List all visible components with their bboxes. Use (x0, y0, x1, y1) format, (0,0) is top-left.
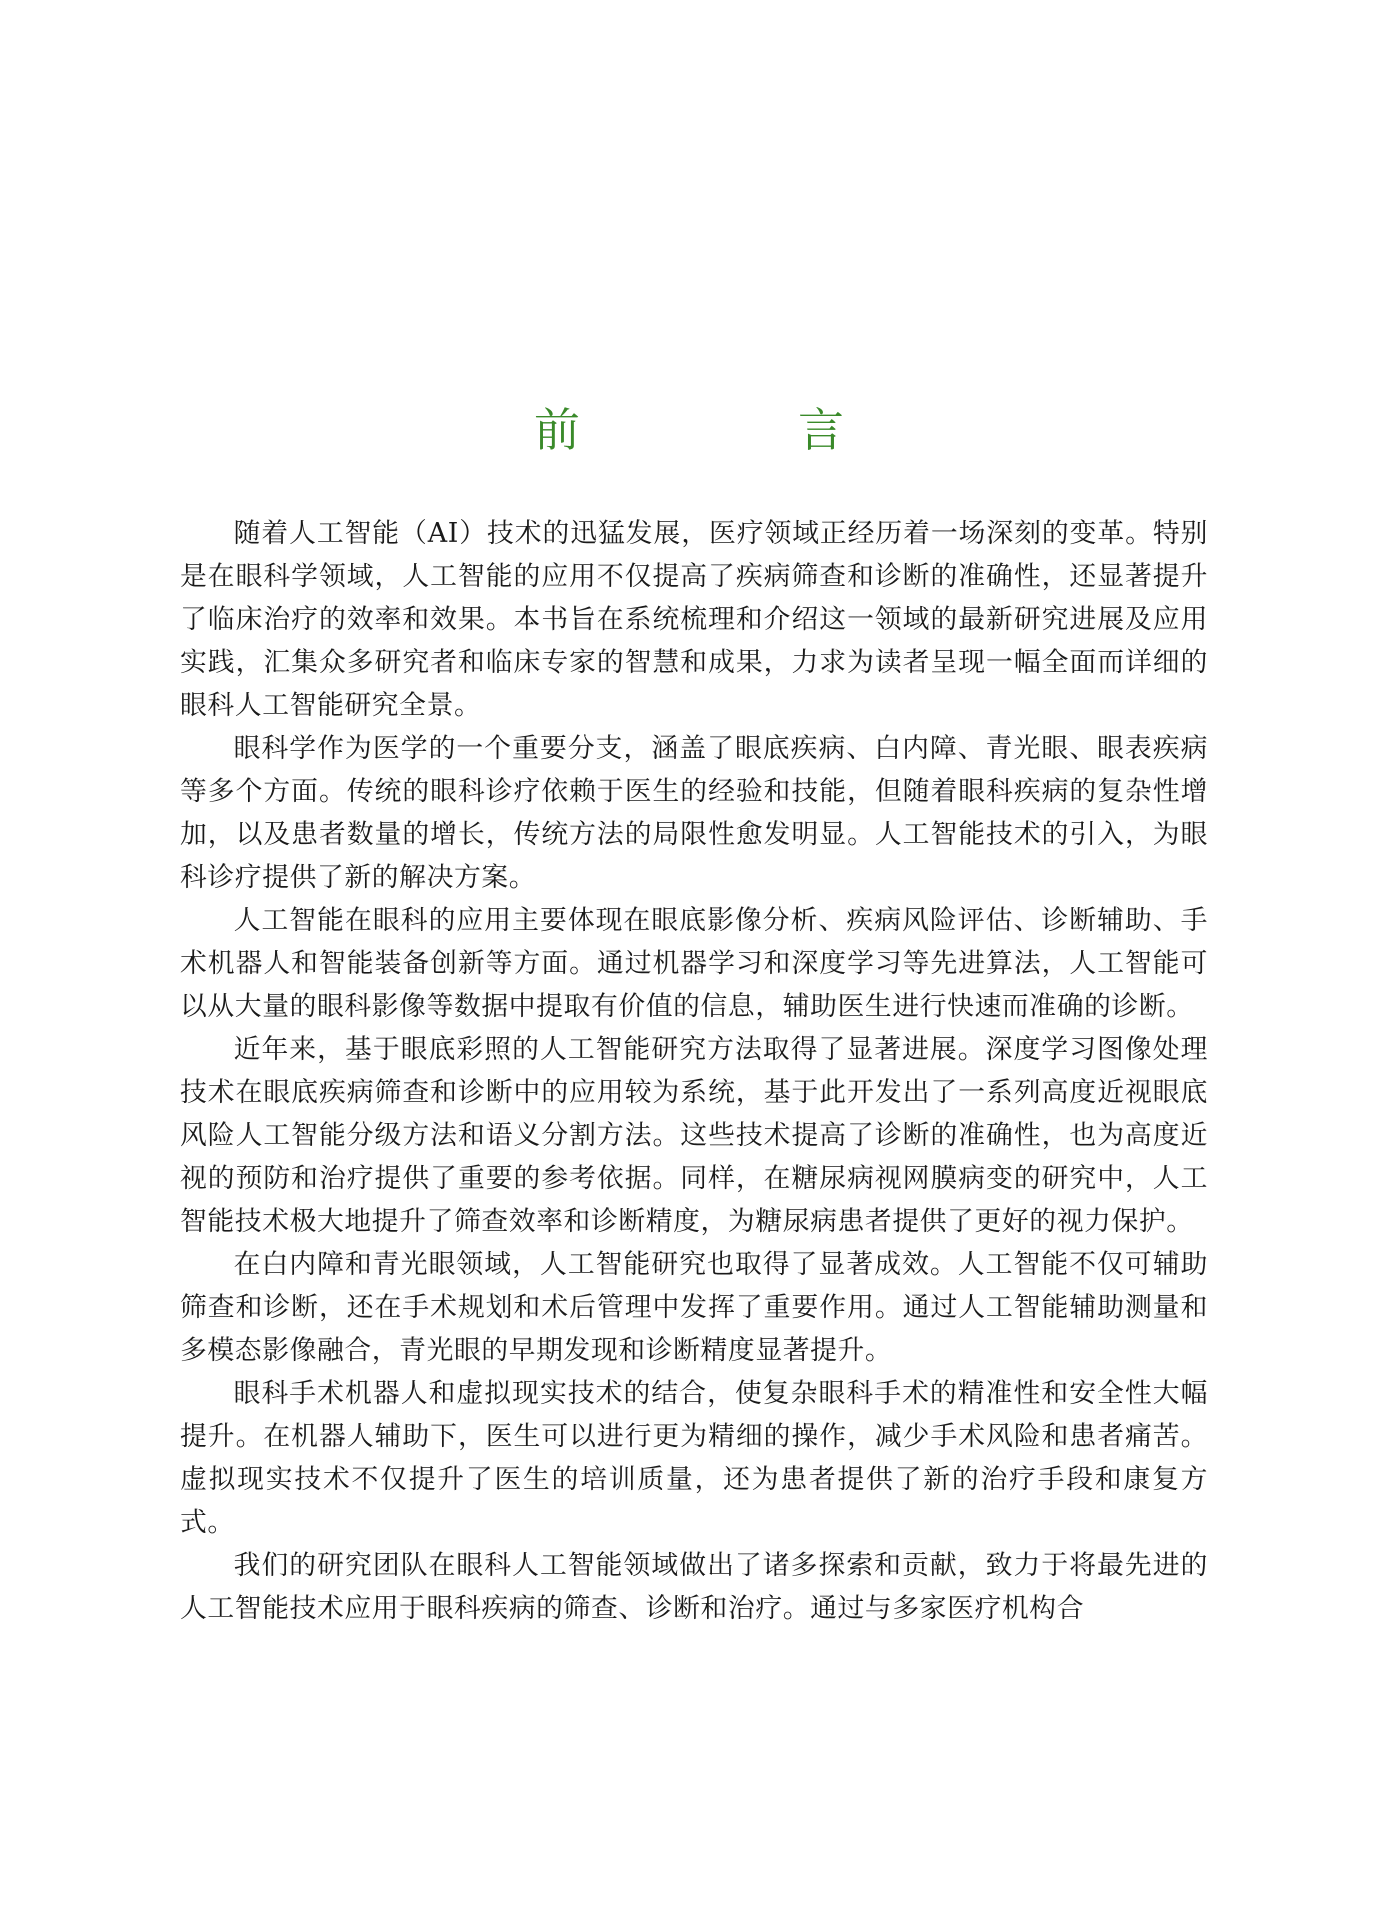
paragraph-6: 眼科手术机器人和虚拟现实技术的结合，使复杂眼科手术的精准性和安全性大幅提升。在机器人辅助下，医生可以进行更为精细的操作，减少手术风险和患者痛苦。虚拟现实技术不仅提升了医生的培训质量，还为患者提供了新的治疗手段和康复方式。 (180, 1378, 1208, 1538)
paragraph-4: 近年来，基于眼底彩照的人工智能研究方法取得了显著进展。深度学习图像处理技术在眼底疾病筛查和诊断中的应用较为系统，基于此开发出了一系列高度近视眼底风险人工智能分级方法和语义分割方法。这些技术提高了诊断的准确性，也为高度近视的预防和治疗提供了重要的参考依据。同样，在糖尿病视网膜病变的研究中，人工智能技术极大地提升了筛查效率和诊断精度，为糖尿病患者提供了更好的视力保护。 (180, 1034, 1208, 1237)
paragraph-1: 随着人工智能（AI）技术的迅猛发展，医疗领域正经历着一场深刻的变革。特别是在眼科学领域，人工智能的应用不仅提高了疾病筛查和诊断的准确性，还显著提升了临床治疗的效率和效果。本书旨在系统梳理和介绍这一领域的最新研究进展及应用实践，汇集众多研究者和临床专家的智慧和成果，力求为读者呈现一幅全面而详细的眼科人工智能研究全景。 (180, 518, 1208, 721)
preface-body (180, 512, 1208, 1630)
paragraph-3: 人工智能在眼科的应用主要体现在眼底影像分析、疾病风险评估、诊断辅助、手术机器人和智能装备创新等方面。通过机器学习和深度学习等先进算法，人工智能可以从大量的眼科影像等数据中提取有价值的信息，辅助医生进行快速而准确的诊断。 (180, 905, 1208, 1022)
page-title: 前 言 (534, 403, 930, 457)
paragraph-5: 在白内障和青光眼领域，人工智能研究也取得了显著成效。人工智能不仅可辅助筛查和诊断，还在手术规划和术后管理中发挥了重要作用。通过人工智能辅助测量和多模态影像融合，青光眼的早期发现和诊断精度显著提升。 (180, 1249, 1208, 1366)
paragraph-2: 眼科学作为医学的一个重要分支，涵盖了眼底疾病、白内障、青光眼、眼表疾病等多个方面。传统的眼科诊疗依赖于医生的经验和技能，但随着眼科疾病的复杂性增加，以及患者数量的增长，传统方法的局限性愈发明显。人工智能技术的引入，为眼科诊疗提供了新的解决方案。 (180, 733, 1208, 893)
paragraph-7: 我们的研究团队在眼科人工智能领域做出了诸多探索和贡献，致力于将最先进的人工智能技术应用于眼科疾病的筛查、诊断和治疗。通过与多家医疗机构合 (180, 1550, 1208, 1624)
